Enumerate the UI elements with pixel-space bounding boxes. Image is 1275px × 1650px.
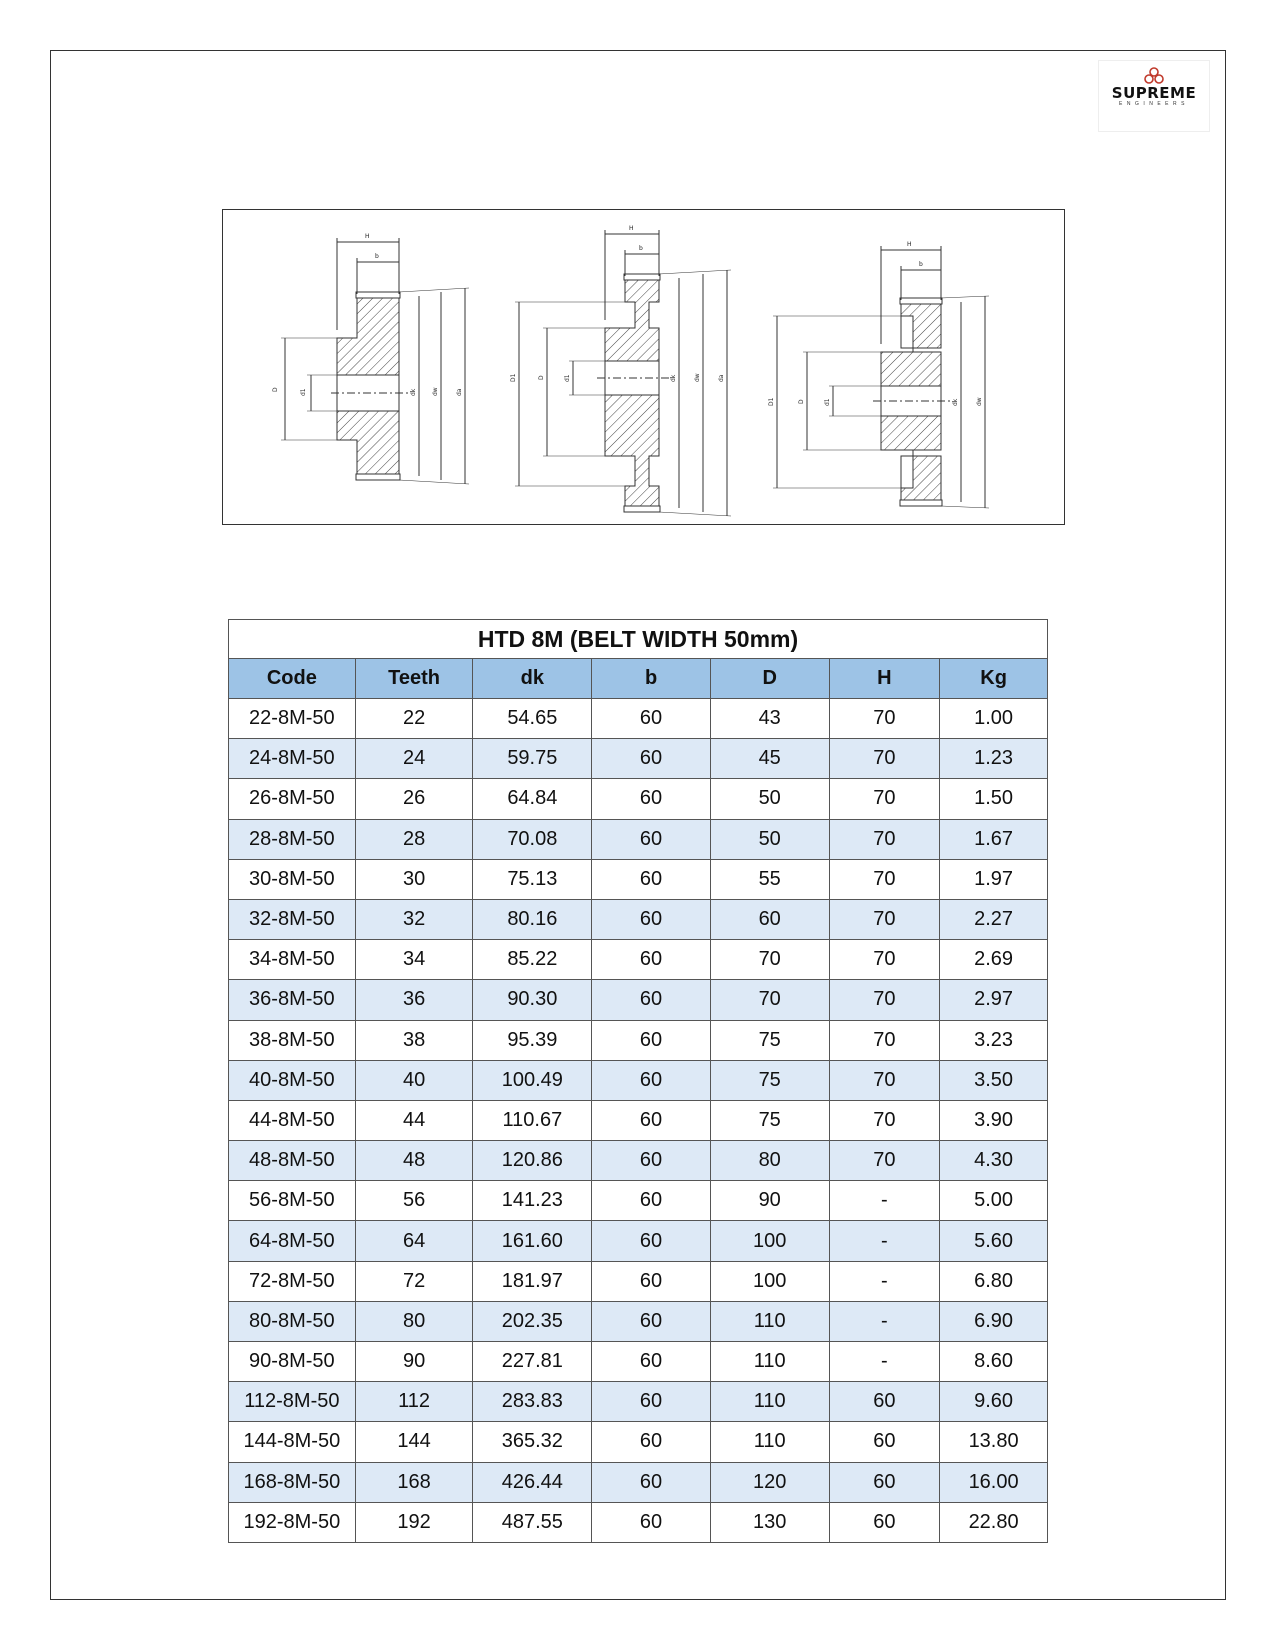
- cell-b: 60: [592, 980, 711, 1020]
- fig2-label-D1: D1: [510, 373, 517, 382]
- cell-D: 70: [710, 940, 829, 980]
- cell-code: 80-8M-50: [229, 1301, 356, 1341]
- table-row: [229, 940, 1048, 980]
- cell-kg: 5.60: [940, 1221, 1048, 1261]
- cell-b: 60: [592, 1221, 711, 1261]
- cell-kg: 6.90: [940, 1301, 1048, 1341]
- cell-teeth: 90: [355, 1342, 473, 1382]
- cell-teeth: 72: [355, 1261, 473, 1301]
- table-row: [229, 1060, 1048, 1100]
- cell-kg: 2.97: [940, 980, 1048, 1020]
- table-row: [229, 739, 1048, 779]
- cell-teeth: 34: [355, 940, 473, 980]
- cell-D: 110: [710, 1382, 829, 1422]
- cell-code: 24-8M-50: [229, 739, 356, 779]
- fig2-label-D: D: [538, 375, 545, 380]
- cell-teeth: 36: [355, 980, 473, 1020]
- cell-H: 70: [829, 940, 940, 980]
- pulley-drawings: [223, 210, 1066, 526]
- cell-kg: 3.50: [940, 1060, 1048, 1100]
- cell-kg: 1.00: [940, 699, 1048, 739]
- cell-D: 80: [710, 1141, 829, 1181]
- cell-kg: 13.80: [940, 1422, 1048, 1462]
- cell-D: 110: [710, 1342, 829, 1382]
- cell-H: 60: [829, 1382, 940, 1422]
- cell-b: 60: [592, 1422, 711, 1462]
- cell-dk: 120.86: [473, 1141, 592, 1181]
- fig3-label-dk: dk: [952, 398, 959, 406]
- pulley-diagram: [222, 209, 1065, 525]
- cell-dk: 161.60: [473, 1221, 592, 1261]
- col-header-code: Code: [229, 659, 356, 699]
- cell-D: 60: [710, 899, 829, 939]
- cell-code: 56-8M-50: [229, 1181, 356, 1221]
- cell-b: 60: [592, 1502, 711, 1542]
- cell-teeth: 48: [355, 1141, 473, 1181]
- pulley-figure-1: [281, 238, 469, 484]
- cell-kg: 1.50: [940, 779, 1048, 819]
- cell-H: 70: [829, 819, 940, 859]
- fig1-label-D: D: [272, 387, 279, 392]
- cell-code: 144-8M-50: [229, 1422, 356, 1462]
- table-row: [229, 1141, 1048, 1181]
- col-header-kg: Kg: [940, 659, 1048, 699]
- cell-code: 168-8M-50: [229, 1462, 356, 1502]
- cell-b: 60: [592, 899, 711, 939]
- cell-kg: 4.30: [940, 1141, 1048, 1181]
- fig1-label-b: b: [375, 253, 379, 260]
- logo-name: SUPREME: [1111, 84, 1197, 102]
- cell-kg: 3.23: [940, 1020, 1048, 1060]
- cell-dk: 487.55: [473, 1502, 592, 1542]
- fig2-label-b: b: [639, 245, 643, 252]
- cell-code: 64-8M-50: [229, 1221, 356, 1261]
- cell-H: 60: [829, 1462, 940, 1502]
- cell-dk: 283.83: [473, 1382, 592, 1422]
- cell-b: 60: [592, 819, 711, 859]
- cell-D: 55: [710, 859, 829, 899]
- cell-teeth: 40: [355, 1060, 473, 1100]
- cell-b: 60: [592, 1342, 711, 1382]
- cell-kg: 22.80: [940, 1502, 1048, 1542]
- cell-H: 70: [829, 699, 940, 739]
- cell-dk: 95.39: [473, 1020, 592, 1060]
- fig2-label-dw: dw: [694, 373, 701, 382]
- cell-D: 110: [710, 1301, 829, 1341]
- cell-b: 60: [592, 779, 711, 819]
- cell-kg: 9.60: [940, 1382, 1048, 1422]
- col-header-teeth: Teeth: [355, 659, 473, 699]
- cell-dk: 70.08: [473, 819, 592, 859]
- cell-dk: 365.32: [473, 1422, 592, 1462]
- fig2-label-d1: d1: [564, 374, 571, 382]
- cell-kg: 1.23: [940, 739, 1048, 779]
- cell-b: 60: [592, 1301, 711, 1341]
- cell-D: 43: [710, 699, 829, 739]
- cell-H: 70: [829, 980, 940, 1020]
- cell-teeth: 192: [355, 1502, 473, 1542]
- cell-H: 70: [829, 899, 940, 939]
- cell-b: 60: [592, 1141, 711, 1181]
- cell-teeth: 144: [355, 1422, 473, 1462]
- cell-H: -: [829, 1221, 940, 1261]
- cell-teeth: 28: [355, 819, 473, 859]
- cell-code: 22-8M-50: [229, 699, 356, 739]
- cell-D: 130: [710, 1502, 829, 1542]
- cell-b: 60: [592, 1261, 711, 1301]
- cell-dk: 90.30: [473, 980, 592, 1020]
- cell-code: 112-8M-50: [229, 1382, 356, 1422]
- cell-code: 34-8M-50: [229, 940, 356, 980]
- cell-code: 28-8M-50: [229, 819, 356, 859]
- fig3-label-b: b: [919, 261, 923, 268]
- table-row: [229, 1261, 1048, 1301]
- cell-D: 100: [710, 1261, 829, 1301]
- cell-dk: 227.81: [473, 1342, 592, 1382]
- cell-b: 60: [592, 1020, 711, 1060]
- fig3-label-D1: D1: [768, 397, 775, 406]
- cell-dk: 80.16: [473, 899, 592, 939]
- cell-teeth: 30: [355, 859, 473, 899]
- table-row: [229, 1020, 1048, 1060]
- cell-dk: 75.13: [473, 859, 592, 899]
- cell-teeth: 64: [355, 1221, 473, 1261]
- cell-dk: 85.22: [473, 940, 592, 980]
- logo-subtitle: ENGINEERS: [1119, 101, 1189, 107]
- cell-b: 60: [592, 1060, 711, 1100]
- table-row: [229, 1301, 1048, 1341]
- cell-D: 50: [710, 819, 829, 859]
- cell-b: 60: [592, 940, 711, 980]
- fig1-label-dk: dk: [410, 388, 417, 396]
- table-row: [229, 1221, 1048, 1261]
- cell-b: 60: [592, 859, 711, 899]
- cell-teeth: 26: [355, 779, 473, 819]
- table-row: [229, 1502, 1048, 1542]
- cell-kg: 1.67: [940, 819, 1048, 859]
- fig1-label-d1: d1: [300, 388, 307, 396]
- table-row: [229, 1382, 1048, 1422]
- header-row: [229, 659, 1048, 699]
- cell-code: 38-8M-50: [229, 1020, 356, 1060]
- cell-H: 70: [829, 859, 940, 899]
- cell-teeth: 38: [355, 1020, 473, 1060]
- cell-dk: 202.35: [473, 1301, 592, 1341]
- cell-H: 70: [829, 739, 940, 779]
- cell-code: 40-8M-50: [229, 1060, 356, 1100]
- cell-D: 100: [710, 1221, 829, 1261]
- cell-teeth: 80: [355, 1301, 473, 1341]
- fig3-label-H: H: [907, 241, 912, 248]
- cell-H: -: [829, 1261, 940, 1301]
- company-logo: [1098, 60, 1210, 132]
- cell-code: 90-8M-50: [229, 1342, 356, 1382]
- cell-D: 110: [710, 1422, 829, 1462]
- cell-D: 90: [710, 1181, 829, 1221]
- fig3-label-D: D: [798, 399, 805, 404]
- table-row: [229, 1422, 1048, 1462]
- cell-kg: 1.97: [940, 859, 1048, 899]
- cell-b: 60: [592, 1382, 711, 1422]
- table-title: HTD 8M (BELT WIDTH 50mm): [229, 620, 1048, 659]
- cell-teeth: 24: [355, 739, 473, 779]
- cell-H: 70: [829, 1060, 940, 1100]
- cell-kg: 6.80: [940, 1261, 1048, 1301]
- cell-dk: 426.44: [473, 1462, 592, 1502]
- cell-teeth: 44: [355, 1100, 473, 1140]
- cell-D: 75: [710, 1060, 829, 1100]
- cell-code: 192-8M-50: [229, 1502, 356, 1542]
- logo-mark-icon: [1142, 67, 1166, 85]
- cell-H: -: [829, 1181, 940, 1221]
- cell-teeth: 168: [355, 1462, 473, 1502]
- cell-teeth: 22: [355, 699, 473, 739]
- fig2-label-H: H: [629, 225, 634, 232]
- cell-kg: 16.00: [940, 1462, 1048, 1502]
- col-header-b: b: [592, 659, 711, 699]
- cell-code: 44-8M-50: [229, 1100, 356, 1140]
- table-row: [229, 819, 1048, 859]
- cell-kg: 5.00: [940, 1181, 1048, 1221]
- col-header-D: D: [710, 659, 829, 699]
- cell-teeth: 112: [355, 1382, 473, 1422]
- cell-dk: 59.75: [473, 739, 592, 779]
- cell-code: 30-8M-50: [229, 859, 356, 899]
- col-header-dk: dk: [473, 659, 592, 699]
- cell-kg: 8.60: [940, 1342, 1048, 1382]
- cell-H: -: [829, 1301, 940, 1341]
- table-row: [229, 779, 1048, 819]
- fig3-label-d1: d1: [824, 398, 831, 406]
- table-row: [229, 699, 1048, 739]
- cell-dk: 181.97: [473, 1261, 592, 1301]
- cell-b: 60: [592, 699, 711, 739]
- cell-dk: 110.67: [473, 1100, 592, 1140]
- cell-b: 60: [592, 1462, 711, 1502]
- cell-D: 75: [710, 1020, 829, 1060]
- cell-H: 70: [829, 779, 940, 819]
- fig3-label-dw: dw: [976, 397, 983, 406]
- cell-b: 60: [592, 1181, 711, 1221]
- table-row: [229, 899, 1048, 939]
- cell-b: 60: [592, 1100, 711, 1140]
- cell-H: 70: [829, 1141, 940, 1181]
- table-row: [229, 859, 1048, 899]
- cell-H: -: [829, 1342, 940, 1382]
- cell-code: 32-8M-50: [229, 899, 356, 939]
- cell-code: 48-8M-50: [229, 1141, 356, 1181]
- pulley-figure-2: [515, 230, 731, 516]
- cell-D: 75: [710, 1100, 829, 1140]
- cell-code: 26-8M-50: [229, 779, 356, 819]
- cell-dk: 54.65: [473, 699, 592, 739]
- cell-D: 50: [710, 779, 829, 819]
- fig1-label-H: H: [365, 233, 370, 240]
- fig1-label-dw: dw: [432, 387, 439, 396]
- cell-dk: 100.49: [473, 1060, 592, 1100]
- cell-b: 60: [592, 739, 711, 779]
- cell-teeth: 56: [355, 1181, 473, 1221]
- cell-kg: 3.90: [940, 1100, 1048, 1140]
- pulley-figure-3: [773, 246, 989, 508]
- cell-H: 70: [829, 1100, 940, 1140]
- cell-H: 60: [829, 1422, 940, 1462]
- cell-H: 60: [829, 1502, 940, 1542]
- fig2-label-da: da: [718, 374, 725, 382]
- cell-D: 70: [710, 980, 829, 1020]
- cell-dk: 64.84: [473, 779, 592, 819]
- table-body: [229, 699, 1048, 1543]
- spec-table: [228, 619, 1048, 1543]
- table-row: [229, 1342, 1048, 1382]
- cell-kg: 2.27: [940, 899, 1048, 939]
- cell-code: 36-8M-50: [229, 980, 356, 1020]
- cell-kg: 2.69: [940, 940, 1048, 980]
- cell-H: 70: [829, 1020, 940, 1060]
- fig1-label-da: da: [456, 388, 463, 396]
- cell-code: 72-8M-50: [229, 1261, 356, 1301]
- table-row: [229, 1462, 1048, 1502]
- cell-dk: 141.23: [473, 1181, 592, 1221]
- cell-D: 120: [710, 1462, 829, 1502]
- table-row: [229, 980, 1048, 1020]
- cell-teeth: 32: [355, 899, 473, 939]
- table-row: [229, 1100, 1048, 1140]
- col-header-H: H: [829, 659, 940, 699]
- cell-D: 45: [710, 739, 829, 779]
- table-row: [229, 1181, 1048, 1221]
- fig2-label-dk: dk: [670, 374, 677, 382]
